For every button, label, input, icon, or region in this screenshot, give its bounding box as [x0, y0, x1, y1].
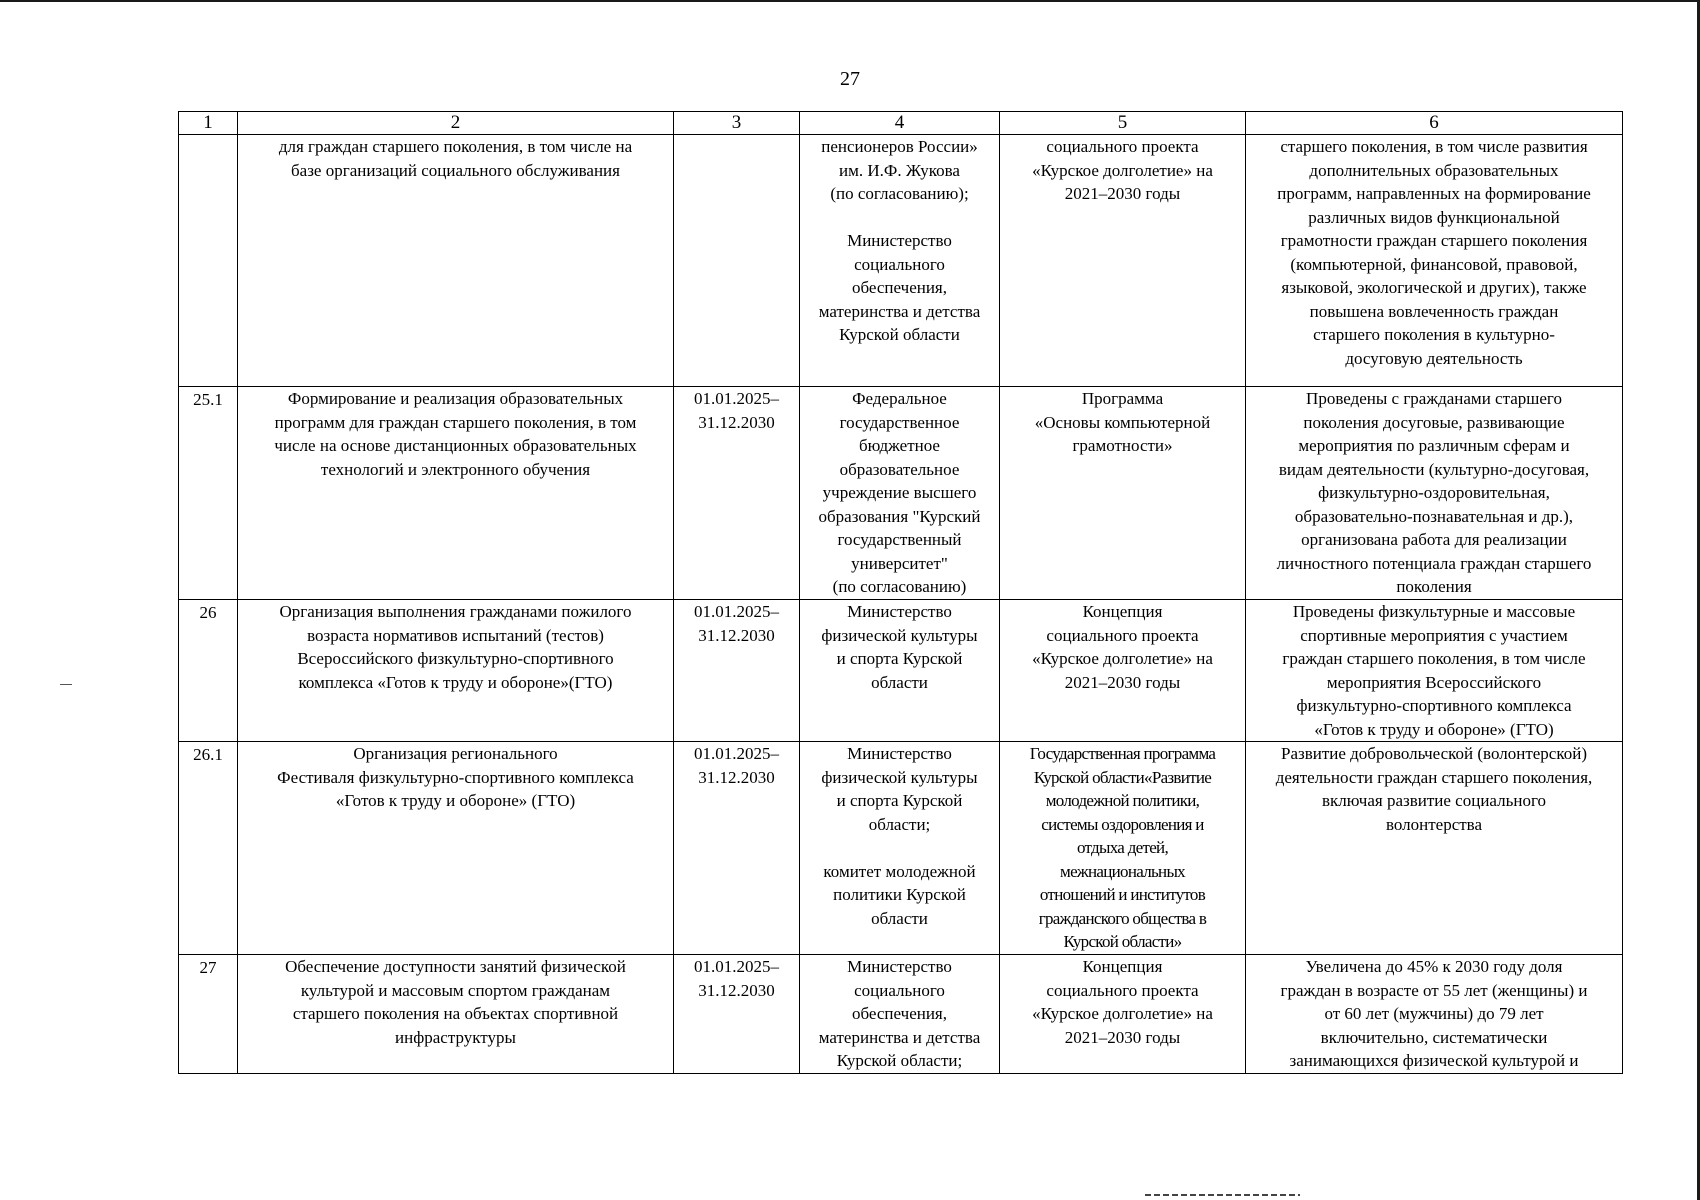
table-row-27	[179, 955, 1623, 1074]
source-document: Концепция социального проекта «Курское долголетие» на 2021–2030 годы	[1000, 600, 1246, 742]
column-header-3: 3	[674, 112, 800, 135]
column-header-4: 4	[800, 112, 1000, 135]
page-number: 27	[840, 68, 860, 90]
table-row-continued	[179, 135, 1623, 387]
measure-name: Формирование и реализация образовательных программ для граждан старшего поколения, в том числе на основе дистанционных образовательных технологий и электронного обучения	[238, 387, 674, 600]
row-number: 26	[179, 600, 238, 742]
table-header-row	[179, 112, 1623, 135]
column-header-1: 1	[179, 112, 238, 135]
measure-name: Организация регионального Фестиваля физкультурно-спортивного комплекса «Готов к труду и обороне» (ГТО)	[238, 742, 674, 955]
expected-result: Проведены с гражданами старшего поколения досуговые, развивающие мероприятия по различным сферам и видам деятельности (культурно-досуговая, физкультурно-оздоровительная, образовательно-познавательная и др.), организована работа для реализации личностного потенциала граждан старшего поколения	[1246, 387, 1623, 600]
responsible-executor: Министерство физической культуры и спорта Курской области	[800, 600, 1000, 742]
implementation-period: 01.01.2025– 31.12.2030	[674, 742, 800, 955]
column-header-2: 2	[238, 112, 674, 135]
expected-result: Увеличена до 45% к 2030 году доля граждан в возрасте от 55 лет (женщины) и от 60 лет (мужчины) до 79 лет включительно, систематически занимающихся физической культурой и	[1246, 955, 1623, 1074]
column-header-5: 5	[1000, 112, 1246, 135]
source-document: Программа «Основы компьютерной грамотности»	[1000, 387, 1246, 600]
column-header-6: 6	[1246, 112, 1623, 135]
scan-bottom-mark	[1145, 1194, 1300, 1196]
row-number	[179, 135, 238, 387]
measure-name: Обеспечение доступности занятий физической культурой и массовым спортом гражданам старшего поколения на объектах спортивной инфраструктуры	[238, 955, 674, 1074]
source-document: Государственная программа Курской области«Развитие молодежной политики, системы оздоровления и отдыха детей, межнациональных отношений и институтов гражданского общества в Курской области»	[1000, 742, 1246, 955]
scan-edge-top	[0, 0, 1700, 2]
implementation-period: 01.01.2025– 31.12.2030	[674, 387, 800, 600]
measures-table	[178, 111, 1623, 1074]
source-document: Концепция социального проекта «Курское долголетие» на 2021–2030 годы	[1000, 955, 1246, 1074]
implementation-period: 01.01.2025– 31.12.2030	[674, 600, 800, 742]
table-row-26	[179, 600, 1623, 742]
implementation-period: 01.01.2025– 31.12.2030	[674, 955, 800, 1074]
expected-result: Проведены физкультурные и массовые спортивные мероприятия с участием граждан старшего поколения, в том числе мероприятия Всероссийского физкультурно-спортивного комплекса «Готов к труду и обороне» (ГТО)	[1246, 600, 1623, 742]
responsible-executor: Министерство социального обеспечения, материнства и детства Курской области;	[800, 955, 1000, 1074]
expected-result: старшего поколения, в том числе развития дополнительных образовательных программ, направленных на формирование различных видов функциональной грамотности граждан старшего поколения (компьютерной, финансовой, правовой, языковой, экологической и других), также повышена вовлеченность граждан старшего поколения в культурно- досуговую деятельность	[1246, 135, 1623, 387]
row-number: 27	[179, 955, 238, 1074]
responsible-executor: Федеральное государственное бюджетное образовательное учреждение высшего образования "Курский государственный университет" (по согласованию)	[800, 387, 1000, 600]
row-number: 26.1	[179, 742, 238, 955]
measure-name: для граждан старшего поколения, в том числе на базе организаций социального обслуживания	[238, 135, 674, 387]
responsible-executor: пенсионеров России» им. И.Ф. Жукова (по согласованию); Министерство социального обеспечения, материнства и детства Курской области	[800, 135, 1000, 387]
table-row-25-1	[179, 387, 1623, 600]
responsible-executor: Министерство физической культуры и спорта Курской области; комитет молодежной политики Курской области	[800, 742, 1000, 955]
expected-result: Развитие добровольческой (волонтерской) деятельности граждан старшего поколения, включая развитие социального волонтерства	[1246, 742, 1623, 955]
implementation-period	[674, 135, 800, 387]
source-document: социального проекта «Курское долголетие» на 2021–2030 годы	[1000, 135, 1246, 387]
measure-name: Организация выполнения гражданами пожилого возраста нормативов испытаний (тестов) Всероссийского физкультурно-спортивного комплекса «Готов к труду и обороне»(ГТО)	[238, 600, 674, 742]
scan-margin-mark	[60, 684, 72, 685]
row-number: 25.1	[179, 387, 238, 600]
table-row-26-1	[179, 742, 1623, 955]
